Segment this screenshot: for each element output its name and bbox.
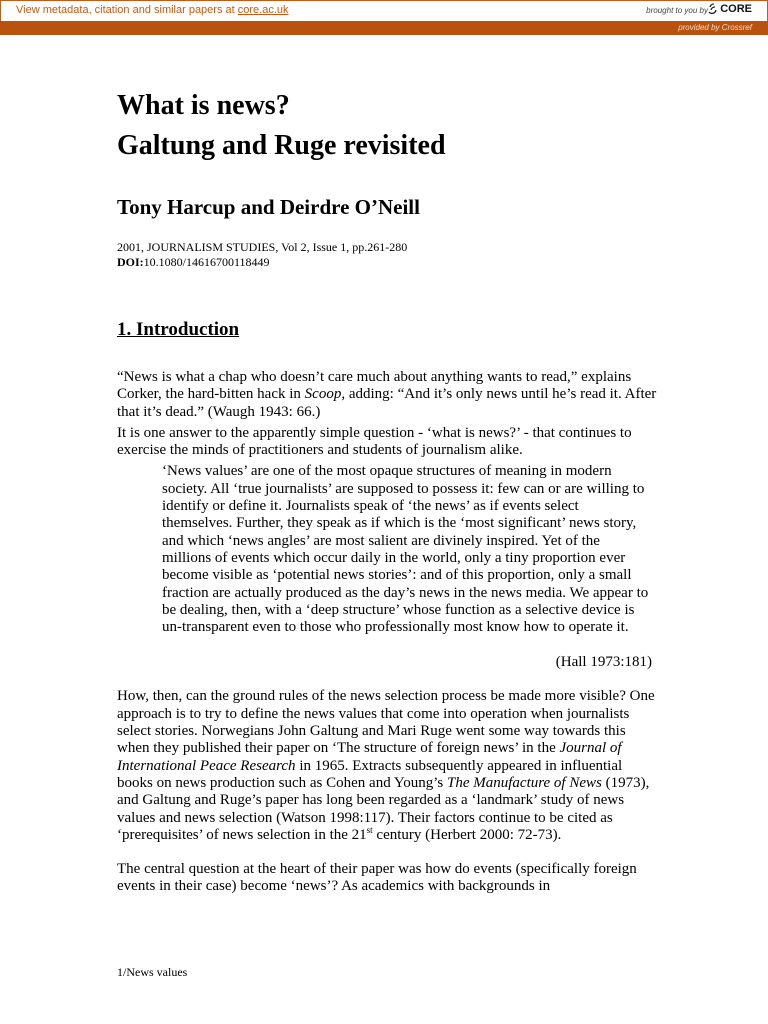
para1-text-a: “News is what a chap who doesn’t care much about anything wants to read,” explains Corker, the hard-bitten hack in (117, 369, 632, 403)
para1-italic: Scoop (304, 386, 342, 403)
para3-text-d: century (Herbert 2000: 72-73). (372, 826, 562, 843)
citation-line: 2001, JOURNALISM STUDIES, Vol 2, Issue 1, pp.261-280 (117, 240, 408, 254)
metadata-link-text (16, 4, 289, 16)
doi-label: DOI: (117, 255, 144, 269)
title-line-2: Galtung and Ruge revisited (117, 130, 446, 161)
para3-text-b: in 1965. Extracts subsequently appeared in influential books on news production such as Cohen and Young’s (117, 757, 623, 791)
paragraph-2: It is one answer to the apparently simple question - ‘what is news?’ - that continues to exercise the minds of practitioners and students of journalism alike. (117, 424, 632, 459)
core-logo[interactable] (707, 3, 752, 15)
block-quote: ‘News values’ are one of the most opaque structures of meaning in modern society. All ‘true journalists’ are supposed to possess it: few can or are willing to identify or define it. Journalists speak of ‘the news’ as if events select themselves. Further, they speak as if which is the ‘most significant’ news story, and which ‘news angles’ are most salient are divinely inspired. Yet of the millions of events which occur daily in the world, only a tiny proportion ever become visible as ‘potential news stories’: and of this proportion, only a small fraction are actually produced as the day’s news in the news media. We appear to be dealing, then, with a ‘deep structure’ whose function as a selective device is un-transparent even to those who professionally most know how to operate it. (162, 463, 649, 636)
banner-bottom-bar (0, 21, 768, 35)
paper-authors: Tony Harcup and Deirdre O’Neill (117, 195, 420, 219)
paragraph-3 (117, 688, 657, 844)
para3-italic-journal: Journal of International Peace Research (117, 740, 622, 774)
paper-body (117, 86, 657, 896)
core-banner (0, 0, 768, 35)
paragraph-1 (117, 369, 657, 421)
paragraph-4: The central question at the heart of their paper was how do events (specifically foreign events in their case) become ‘news’? As academics with backgrounds in (117, 861, 637, 895)
provided-by-crossref: provided by Crossref (678, 23, 752, 32)
brought-to-you-by: brought to you by (646, 6, 708, 15)
paper-title (117, 86, 657, 166)
para3-text-c: (1973), and Galtung and Ruge’s paper has long been regarded as a ‘landmark’ study of news values and news selection (Watson 1998:117). Their factors continue to be cited as ‘prerequisites’ of news selection in the 21 (117, 774, 650, 843)
para3-text-a: How, then, can the ground rules of the news selection process be made more visible? One approach is to try to define the news values that come into operation when journalists select stories. Norwegians John Galtung and Mari Ruge went some way towards this when they published their paper on ‘The structure of foreign news’ in the (117, 688, 655, 757)
doi-line (117, 255, 657, 270)
page-footer: 1/News values (117, 965, 188, 979)
citation-block (117, 240, 657, 270)
section-heading: 1. Introduction (117, 319, 240, 340)
core-logo-icon (707, 3, 717, 15)
core-ac-uk-link[interactable]: core.ac.uk (237, 4, 289, 16)
core-logo-label: CORE (720, 3, 752, 15)
quote-attribution: (Hall 1973:181) (555, 654, 652, 671)
doi-value: 10.1080/14616700118449 (143, 255, 270, 269)
para1-text-b: , adding: “And it’s only news until he’s read it. After that it’s dead.” (Waugh 1943: 66.) (117, 386, 657, 420)
metadata-link-prefix: View metadata, citation and similar papers at (16, 4, 238, 16)
para3-superscript: st (366, 824, 373, 835)
para3-italic-book: The Manufacture of News (447, 774, 602, 791)
title-line-1: What is news? (117, 90, 290, 121)
